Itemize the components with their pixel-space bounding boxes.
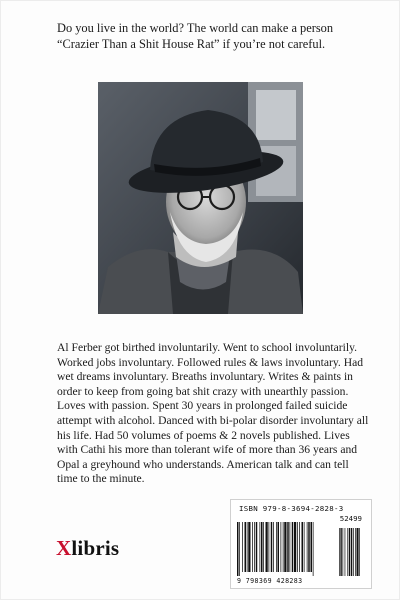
barcode-bar (278, 522, 280, 572)
barcode-bar (281, 522, 282, 572)
barcode-bar (297, 522, 298, 572)
barcode-bar (263, 522, 264, 572)
barcode-addon-bar (345, 528, 346, 576)
barcode-bar (269, 522, 270, 572)
price-code: 52499 (339, 514, 362, 523)
barcode-bar (266, 522, 268, 572)
barcode-bar (287, 522, 289, 572)
publisher-logo-rest: libris (71, 536, 120, 560)
barcode-bar (271, 522, 273, 572)
barcode-bar (276, 522, 277, 572)
barcode-bar (248, 522, 250, 572)
barcode-bar (242, 522, 243, 572)
barcode-bar (252, 522, 253, 572)
barcode-bar (260, 522, 261, 572)
barcode-bar (304, 522, 305, 572)
barcode-addon-bar (351, 528, 352, 576)
publisher-logo-x: X (56, 536, 72, 560)
barcode-addon-bar (357, 528, 359, 576)
author-photo (98, 82, 303, 314)
barcode-bar (256, 522, 258, 572)
barcode-addon-bar (347, 528, 348, 576)
isbn-label: ISBN 979-8-3694-2828-3 (239, 504, 344, 513)
barcode-bar (254, 522, 255, 572)
barcode-digits: 9 798369 428283 (237, 577, 303, 585)
barcode-bars (237, 522, 365, 576)
barcode-bar (299, 522, 300, 572)
barcode-bar (294, 522, 296, 572)
barcode-addon-bar (343, 528, 344, 576)
barcode-bar (311, 522, 313, 572)
barcode-bar (284, 522, 286, 572)
barcode-addon-bar (349, 528, 350, 576)
barcode-bar (239, 522, 240, 576)
cover-tagline: Do you live in the world? The world can make a person “Crazier Than a Shit House Rat” if you’re not careful. (57, 21, 334, 51)
barcode-bar (292, 522, 294, 572)
publisher-logo (56, 536, 119, 561)
barcode-addon-bar (355, 528, 356, 576)
barcode-bar (302, 522, 304, 572)
barcode-bar (247, 522, 248, 572)
barcode-bar (313, 522, 314, 576)
barcode-addon-bar (339, 528, 340, 576)
barcode-addon-bar (353, 528, 354, 576)
barcode-bar (261, 522, 263, 572)
barcode-bar (273, 522, 274, 572)
barcode-bar (283, 522, 284, 572)
isbn-barcode (230, 499, 372, 589)
barcode-bar (307, 522, 308, 572)
barcode-addon-bar (340, 528, 341, 576)
author-bio: Al Ferber got birthed involuntarily. Went to school involuntarily. Worked jobs involuntary. Followed rules & laws involuntary. Had wet dreams involuntary. Breaths involuntary. Writes & paints in order to keep from going bat shit crazy with unearthly passion. Loves with passion. Spent 30 years in prolonged failed suicide attempt with alcohol. Danced with bi-polar disorder involuntary all his life. Had 50 volumes of poems & 2 novels published. Lives with Cathi his more than tolerant wife of more than 36 years and Opal a greyhound who understands. American talk and can tell time to the minute. (57, 341, 369, 486)
barcode-bar (245, 522, 247, 572)
barcode-bar (290, 522, 291, 572)
barcode-addon-bar (359, 528, 360, 576)
barcode-bar (308, 522, 310, 572)
barcode-bar (237, 522, 239, 576)
